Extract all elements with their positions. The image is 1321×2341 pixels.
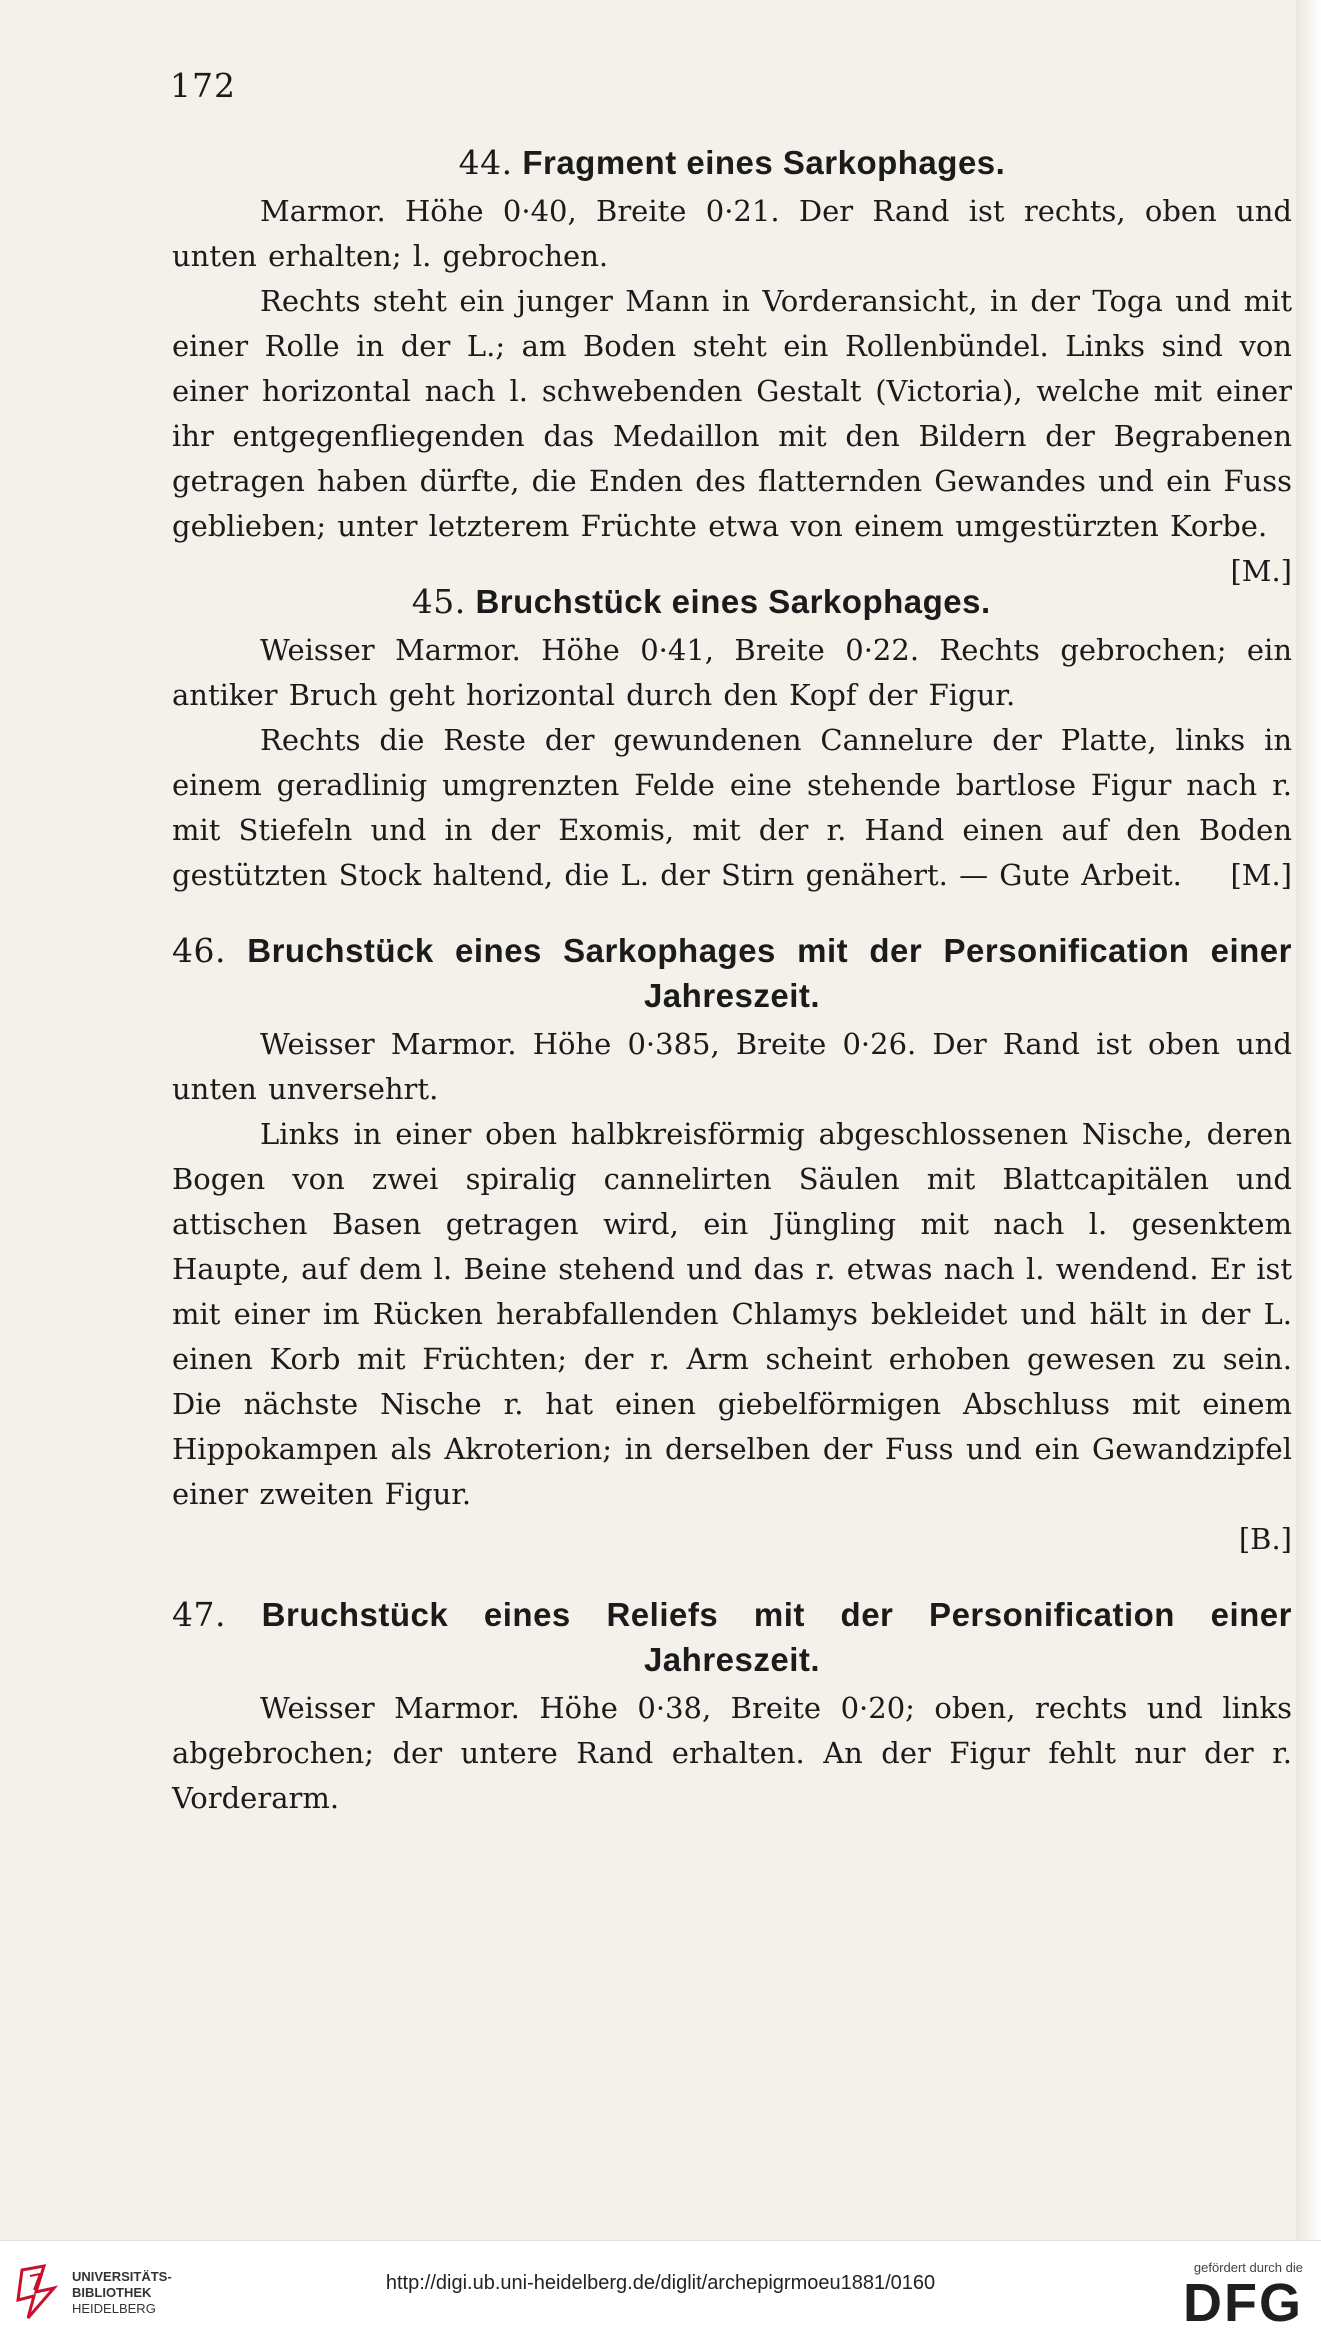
entry-paragraph: Weisser Marmor. Höhe 0·41, Breite 0·22. Rechts gebrochen; ein antiker Bruch geht horizontal durch den Kopf der Figur.	[172, 633, 1292, 712]
entry-title: Bruchstück eines Reliefs mit der Personification einer Jahreszeit.	[261, 1596, 1292, 1678]
source-url-link[interactable]: http://digi.ub.uni-heidelberg.de/diglit/archepigrmoeu1881/0160	[385, 2272, 936, 2294]
page-content	[172, 140, 1292, 1821]
library-name-line: BIBLIOTHEK	[72, 2285, 152, 2300]
entry-paragraph: Marmor. Höhe 0·40, Breite 0·21. Der Rand ist rechts, oben und unten erhalten; l. gebrochen.	[172, 194, 1292, 273]
entry-heading	[172, 1592, 1292, 1682]
entry-heading	[172, 140, 1292, 185]
dfg-logo: DFG	[1183, 2273, 1303, 2333]
entry-number: 47.	[172, 1595, 226, 1634]
author-signature: [M.]	[1230, 858, 1292, 892]
author-signature: [B.]	[1238, 1522, 1292, 1556]
entry-paragraph-text: Rechts die Reste der gewundenen Cannelure der Platte, links in einem geradlinig umgrenzten Felde eine stehende bartlose Figur nach r. mit Stiefeln und in der Exomis, mit der r. Hand einen auf den Boden gestützten Stock haltend, die L. der Stirn genähert. — Gute Arbeit.	[172, 723, 1292, 892]
entry-paragraph	[172, 718, 1292, 898]
entry-title: Bruchstück eines Sarkophages.	[475, 583, 991, 620]
entry-title: Bruchstück eines Sarkophages mit der Personification einer Jahreszeit.	[247, 932, 1292, 1014]
library-name-line: UNIVERSITÄTS-	[72, 2269, 172, 2284]
entry-number: 45.	[411, 582, 466, 621]
entry-number: 46.	[172, 931, 226, 970]
entry-45	[172, 579, 1292, 898]
sponsor-label: gefördert durch die	[1193, 2260, 1303, 2275]
entry-paragraph	[172, 279, 1292, 588]
entry-heading	[172, 579, 1292, 624]
page-edge	[1296, 0, 1321, 2240]
entry-paragraph: Weisser Marmor. Höhe 0·38, Breite 0·20; oben, rechts und links abgebrochen; der untere Rand erhalten. An der Figur fehlt nur der r. Vorderarm.	[172, 1691, 1292, 1815]
entry-44	[172, 140, 1292, 588]
entry-heading	[172, 928, 1292, 1018]
library-name-line: HEIDELBERG	[72, 2301, 156, 2316]
entry-47	[172, 1592, 1292, 1821]
author-signature: [M.]	[1230, 554, 1292, 588]
entry-46	[172, 928, 1292, 1562]
entry-number: 44.	[458, 143, 513, 182]
page-number: 172	[170, 66, 236, 105]
entry-title: Fragment eines Sarkophages.	[522, 144, 1006, 181]
entry-paragraph: Links in einer oben halbkreisförmig abgeschlossenen Nische, deren Bogen von zwei spiralig cannelirten Säulen mit Blattcapitälen und attischen Basen getragen wird, ein Jüngling mit nach l. gesenktem Haupte, auf dem l. Beine stehend und das r. etwas nach l. wendend. Er ist mit einer im Rücken herabfallenden Chlamys bekleidet und hält in der L. einen Korb mit Früchten; der r. Arm scheint erhoben gewesen zu sein. Die nächste Nische r. hat einen giebelförmigen Abschluss mit einem Hippokampen als Akroterion; in derselben der Fuss und ein Gewandzipfel einer zweiten Figur.	[172, 1117, 1292, 1511]
entry-paragraph: Weisser Marmor. Höhe 0·385, Breite 0·26. Der Rand ist oben und unten unversehrt.	[172, 1027, 1292, 1106]
entry-paragraph-text: Rechts steht ein junger Mann in Vorderansicht, in der Toga und mit einer Rolle in der L.; am Boden steht ein Rollenbündel. Links sind von einer horizontal nach l. schwebenden Gestalt (Victoria), welche mit einer ihr entgegenfliegenden das Medaillon mit den Bildern der Begrabenen getragen haben dürfte, die Enden des flatternden Gewandes und ein Fuss geblieben; unter letzterem Früchte etwa von einem umgestürzten Korbe.	[172, 284, 1292, 543]
